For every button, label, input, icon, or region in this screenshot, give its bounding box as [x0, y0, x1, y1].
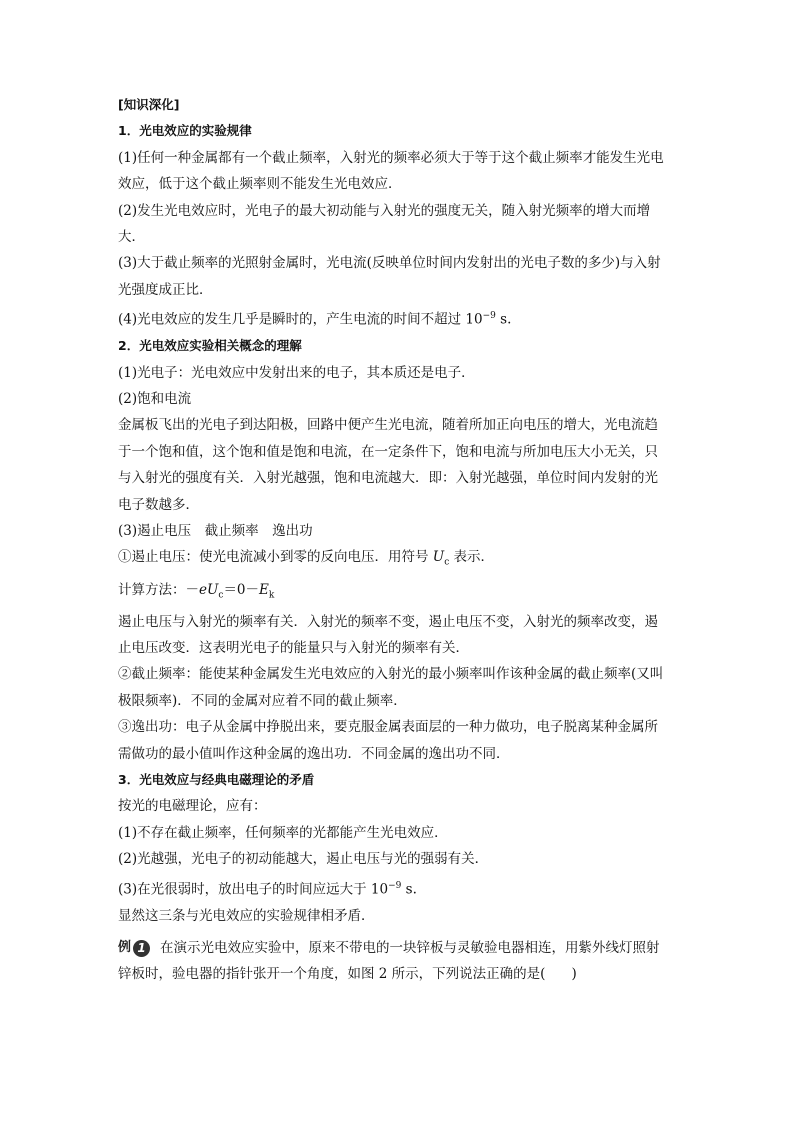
paragraph: (3)大于截止频率的光照射金属时，光电流(反映单位时间内发射出的光电子数的多少)与入射: [118, 255, 661, 272]
paragraph: 显然这三条与光电效应的实验规律相矛盾．: [118, 907, 375, 924]
paragraph: (2)光越强，光电子的初动能越大，遏止电压与光的强弱有关．: [118, 851, 489, 868]
paragraph: (1)不存在截止频率，任何频率的光都能产生光电效应．: [118, 824, 448, 841]
symbol: E: [259, 581, 269, 598]
paragraph: 遏止电压与入射光的频率有关．入射光的频率不变，遏止电压不变，入射光的频率改变，遏: [118, 613, 658, 630]
text: 表示．: [449, 549, 495, 566]
paragraph: ③逸出功：电子从金属中挣脱出来，要克服金属表面层的一种力做功，电子脱离某种金属所: [118, 719, 658, 736]
section-3-title: 3．光电效应与经典电磁理论的矛盾: [118, 772, 315, 788]
paragraph: 效应，低于这个截止频率则不能发生光电效应．: [118, 176, 402, 193]
paragraph: 电子数越多．: [118, 496, 199, 513]
example-badge: [118, 935, 150, 961]
paragraph: [118, 544, 684, 576]
document-page: [118, 92, 684, 988]
text: ①遏止电压：使光电流减小到零的反向电压．用符号: [118, 549, 433, 566]
example-line-1: [118, 935, 684, 961]
symbol: U: [207, 581, 219, 598]
example-line-2: [118, 961, 684, 987]
section-1-title: 1．光电效应的实验规律: [118, 123, 252, 139]
paragraph: [118, 303, 684, 333]
example-text: 锌板时，验电器的指针张开一个角度，如图 2 所示，下列说法正确的是(: [118, 966, 546, 983]
paragraph: [118, 873, 684, 903]
example-text: ): [571, 966, 577, 983]
paragraph: 与入射光的强度有关．入射光越强，饱和电流越大．即：入射光越强，单位时间内发射的光: [118, 470, 658, 487]
text: s.: [495, 311, 512, 328]
exponent: −9: [482, 311, 496, 322]
example-label: 例: [118, 939, 132, 955]
section-heading: [知识深化]: [118, 97, 180, 112]
paragraph: (2)发生光电效应时，光电子的最大初动能与入射光的强度无关，随入射光频率的增大而增: [118, 202, 651, 219]
text: (3)在光很弱时，放出电子的时间应远大于 10: [118, 881, 389, 898]
paragraph: 止电压改变．这表明光电子的能量只与入射光的频率有关．: [118, 640, 469, 656]
formula-line: [118, 577, 684, 609]
section-2-title: 2．光电效应实验相关概念的理解: [118, 338, 302, 354]
paragraph: 按光的电磁理论，应有：: [118, 798, 267, 815]
example-number-icon: 1: [133, 940, 150, 957]
paragraph: 极限频率)．不同的金属对应着不同的截止频率．: [118, 692, 407, 709]
symbol: e: [199, 581, 207, 598]
subscript: c: [218, 590, 224, 601]
paragraph: ②截止频率：能使某种金属发生光电效应的入射光的最小频率叫作该种金属的截止频率(又叫: [118, 666, 664, 683]
subscript: k: [268, 590, 275, 601]
paragraph: (2)饱和电流: [118, 390, 192, 407]
exponent: −9: [388, 880, 402, 891]
paragraph: (3)遏止电压 截止频率 逸出功: [118, 523, 313, 539]
text: s.: [401, 881, 417, 898]
symbol: U: [432, 549, 445, 566]
paragraph: 光强度成正比．: [118, 281, 213, 298]
subscript: c: [444, 558, 450, 569]
paragraph: 大．: [118, 229, 145, 246]
paragraph: 金属板飞出的光电子到达阳极，回路中便产生光电流，随着所加正向电压的增大，光电流趋: [118, 417, 658, 434]
paragraph: 于一个饱和值，这个饱和值是饱和电流，在一定条件下，饱和电流与所加电压大小无关，只: [118, 443, 658, 460]
paragraph: (1)任何一种金属都有一个截止频率，入射光的频率必须大于等于这个截止频率才能发生光电: [118, 149, 664, 166]
text: ＝0－: [223, 581, 260, 598]
example-text: 在演示光电效应实验中，原来不带电的一块锌板与灵敏验电器相连，用紫外线灯照射: [160, 939, 660, 956]
paragraph: 需做功的最小值叫作这种金属的逸出功．不同金属的逸出功不同．: [118, 745, 510, 762]
text: (4)光电效应的发生几乎是瞬时的，产生电流的时间不超过 10: [118, 311, 483, 328]
text: 计算方法：－: [118, 581, 199, 598]
paragraph: (1)光电子：光电效应中发射出来的电子，其本质还是电子．: [118, 364, 475, 381]
